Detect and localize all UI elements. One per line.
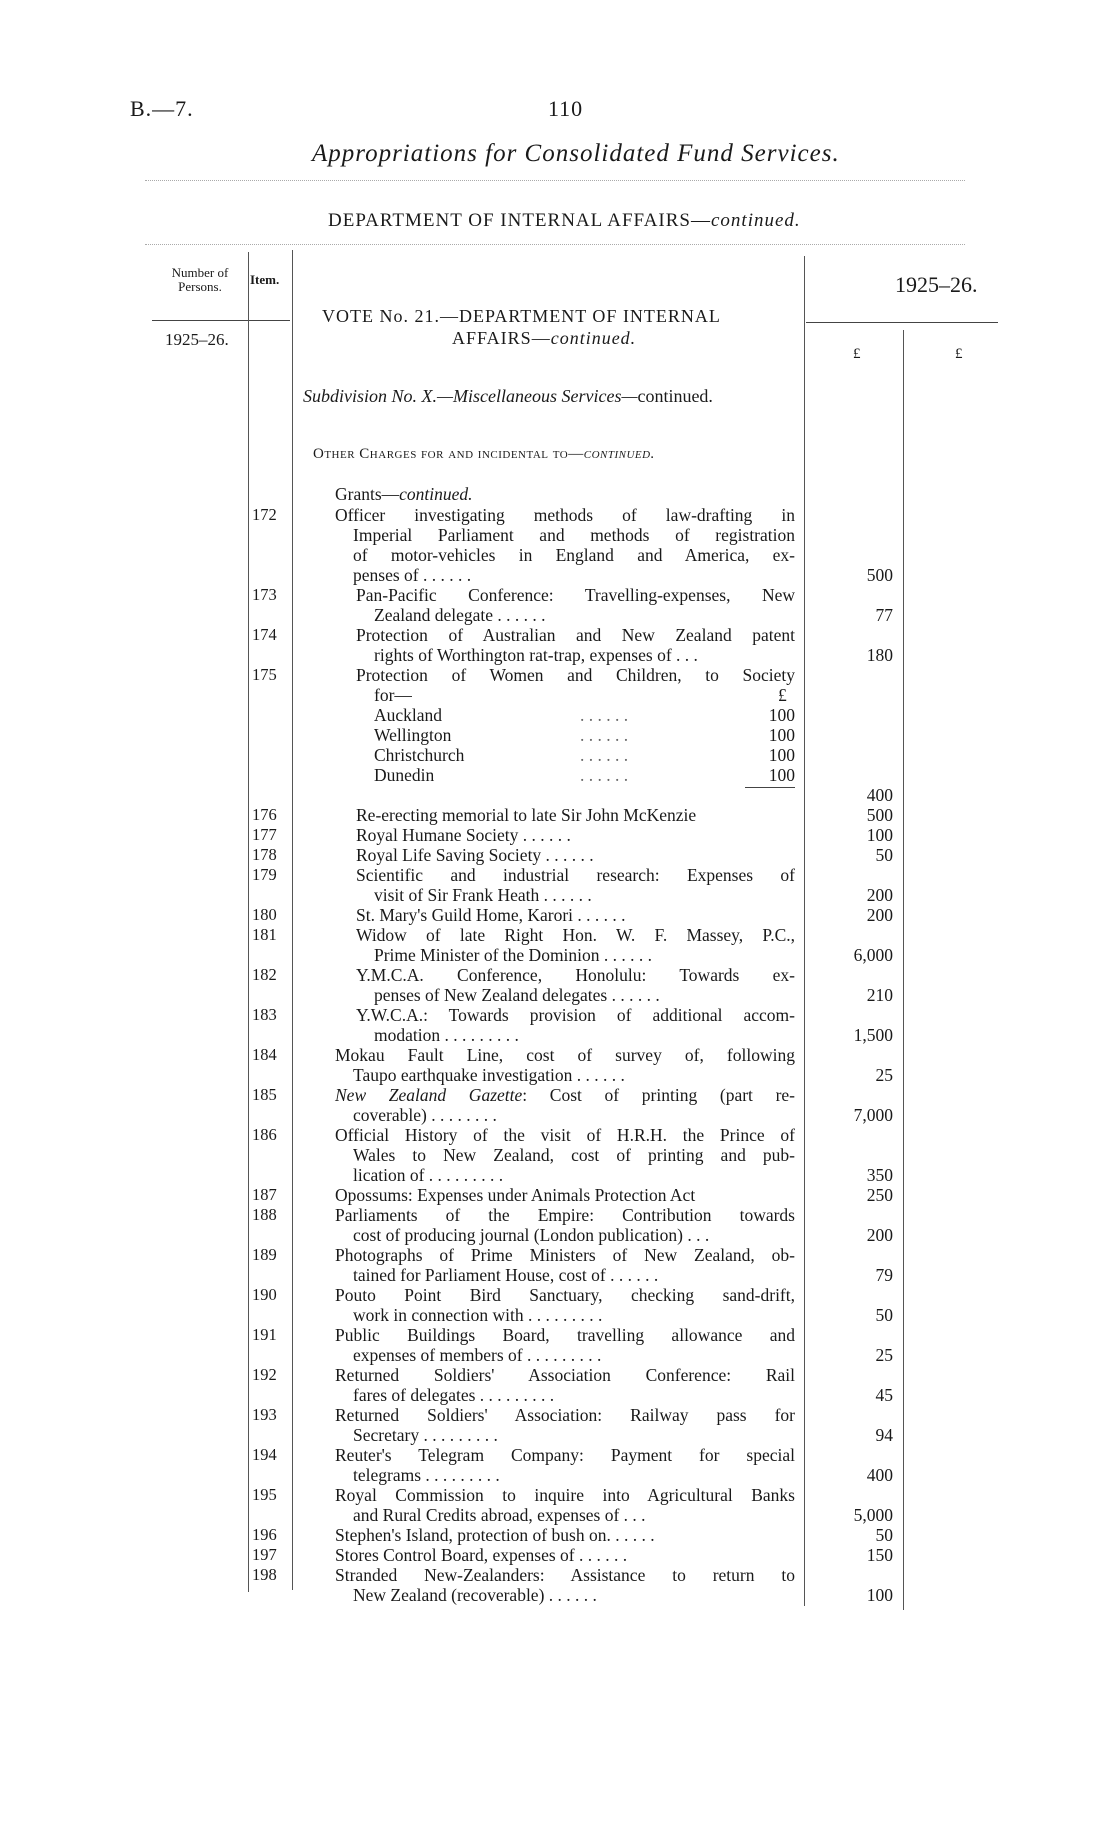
entry-line: Parliaments of the Empire: Contribution towards <box>335 1205 795 1225</box>
amount-heading-rule <box>806 322 998 323</box>
item-number: 188 <box>252 1205 277 1224</box>
series-code: B.—7. <box>130 96 194 121</box>
entry-line: for— <box>374 685 412 705</box>
item-number: 190 <box>252 1285 277 1304</box>
society-pound-sign: £ <box>778 685 787 705</box>
entry-line: lication of . . . . . . . . . <box>353 1165 504 1185</box>
society-branch-name: Wellington <box>374 725 452 745</box>
entry-line: and Rural Credits abroad, expenses of . . . <box>353 1505 646 1525</box>
society-branch-name: Auckland <box>374 705 443 725</box>
item-number: 194 <box>252 1445 277 1464</box>
entry-amount: 50 <box>875 845 893 865</box>
entry-amount: 500 <box>866 805 893 825</box>
society-branch-leader: . . . . . . <box>580 765 629 785</box>
entry-line: of motor-vehicles in England and America, ex- <box>353 545 795 565</box>
item-number: 173 <box>252 585 277 604</box>
entry-amount: 250 <box>866 1185 893 1205</box>
item-number: 189 <box>252 1245 277 1264</box>
entry-line: Royal Commission to inquire into Agricultural Banks <box>335 1485 795 1505</box>
item-text-divider <box>292 250 293 1590</box>
entry-line: Officer investigating methods of law-drafting in <box>335 505 795 525</box>
entry-amount: 180 <box>866 645 893 665</box>
persons-heading-rule <box>152 320 290 321</box>
entry-line: Royal Life Saving Society . . . . . . <box>356 845 594 865</box>
entry-line: Opossums: Expenses under Animals Protection Act <box>335 1185 696 1205</box>
entry-amount: 200 <box>866 1225 893 1245</box>
entry-amount: 500 <box>866 565 893 585</box>
item-column-heading: Item. <box>250 272 280 287</box>
entry-line: expenses of members of . . . . . . . . . <box>353 1345 602 1365</box>
entry-line: Y.W.C.A.: Towards provision of additional accom- <box>356 1005 795 1025</box>
society-total-rule <box>745 787 795 788</box>
entry-amount: 150 <box>866 1545 893 1565</box>
entry-amount: 79 <box>875 1265 893 1285</box>
entry-amount: 50 <box>875 1305 893 1325</box>
entry-line: Pouto Point Bird Sanctuary, checking sand-drift, <box>335 1285 795 1305</box>
entry-amount: 6,000 <box>853 945 893 965</box>
year-heading-left: 1925–26. <box>165 330 229 349</box>
society-branch-leader: . . . . . . <box>580 745 629 765</box>
entry-amount: 50 <box>875 1525 893 1545</box>
entry-line: Royal Humane Society . . . . . . <box>356 825 571 845</box>
item-number: 196 <box>252 1525 277 1544</box>
entry-line: Mokau Fault Line, cost of survey of, following <box>335 1045 795 1065</box>
entry-line: penses of . . . . . . <box>353 565 472 585</box>
entry-line: Stranded New-Zealanders: Assistance to return to <box>335 1565 795 1585</box>
entry-line: coverable) . . . . . . . . <box>353 1105 497 1125</box>
entry-line: Secretary . . . . . . . . . <box>353 1425 498 1445</box>
department-heading: DEPARTMENT OF INTERNAL AFFAIRS—continued. <box>328 210 801 231</box>
entry-amount: 400 <box>866 1465 893 1485</box>
entry-line: visit of Sir Frank Heath . . . . . . <box>374 885 592 905</box>
item-number: 178 <box>252 845 277 864</box>
entry-amount: 100 <box>866 1585 893 1605</box>
entry-line: work in connection with . . . . . . . . . <box>353 1305 603 1325</box>
entry-line: Protection of Women and Children, to Society <box>356 665 795 685</box>
grants-heading: Grants—continued. <box>335 484 473 504</box>
entry-amount: 200 <box>866 885 893 905</box>
entry-line: Re-erecting memorial to late Sir John McKenzie <box>356 805 697 825</box>
item-number: 182 <box>252 965 277 984</box>
entry-amount: 350 <box>866 1165 893 1185</box>
entry-line: Widow of late Right Hon. W. F. Massey, P.C., <box>356 925 795 945</box>
entry-amount: 25 <box>875 1345 893 1365</box>
entry-amount: 77 <box>875 605 893 625</box>
society-branch-amount: 100 <box>768 705 795 725</box>
society-branch-amount: 100 <box>768 725 795 745</box>
item-number: 181 <box>252 925 277 944</box>
society-branch-amount: 100 <box>768 765 795 785</box>
entry-line: New Zealand Gazette: Cost of printing (part re- <box>335 1085 795 1105</box>
entry-amount: 400 <box>866 785 893 805</box>
item-number: 172 <box>252 505 277 524</box>
entry-amount: 45 <box>875 1385 893 1405</box>
society-branch-amount: 100 <box>768 745 795 765</box>
entry-line: fares of delegates . . . . . . . . . <box>353 1385 555 1405</box>
item-number: 175 <box>252 665 277 684</box>
entry-line: Stephen's Island, protection of bush on. . . . . . <box>335 1525 655 1545</box>
entry-line: Wales to New Zealand, cost of printing and pub- <box>353 1145 795 1165</box>
society-branch-leader: . . . . . . <box>580 705 629 725</box>
item-number: 192 <box>252 1365 277 1384</box>
persons-item-divider <box>248 252 249 1592</box>
entry-line: Public Buildings Board, travelling allowance and <box>335 1325 795 1345</box>
item-number: 183 <box>252 1005 277 1024</box>
title-rule <box>145 180 965 181</box>
entry-line: Prime Minister of the Dominion . . . . . . <box>374 945 653 965</box>
item-number: 187 <box>252 1185 277 1204</box>
entry-line: Stores Control Board, expenses of . . . . . . <box>335 1545 628 1565</box>
item-number: 193 <box>252 1405 277 1424</box>
item-number: 179 <box>252 865 277 884</box>
entry-line: modation . . . . . . . . . <box>374 1025 519 1045</box>
entry-amount: 7,000 <box>853 1105 893 1125</box>
page-number: 110 <box>548 96 584 121</box>
item-number: 191 <box>252 1325 277 1344</box>
entry-line: penses of New Zealand delegates . . . . . . <box>374 985 660 1005</box>
entry-line: Scientific and industrial research: Expenses of <box>356 865 795 885</box>
pound-column-1: £ <box>853 346 861 362</box>
page-title: Appropriations for Consolidated Fund Services. <box>312 140 840 167</box>
persons-column-heading: Number of Persons. <box>171 265 229 294</box>
entry-line: Zealand delegate . . . . . . <box>374 605 546 625</box>
entry-line: St. Mary's Guild Home, Karori . . . . . . <box>356 905 626 925</box>
pound-column-2: £ <box>955 346 963 362</box>
item-number: 185 <box>252 1085 277 1104</box>
subdivision-heading: Subdivision No. X.—Miscellaneous Services—continued. <box>303 386 713 406</box>
item-number: 186 <box>252 1125 277 1144</box>
entry-amount: 5,000 <box>853 1505 893 1525</box>
entry-line: Official History of the visit of H.R.H. the Prince of <box>335 1125 795 1145</box>
item-number: 174 <box>252 625 277 644</box>
entry-line: Reuter's Telegram Company: Payment for special <box>335 1445 795 1465</box>
entry-line: Taupo earthquake investigation . . . . . . <box>353 1065 625 1085</box>
entry-amount: 25 <box>875 1065 893 1085</box>
entry-line: Pan-Pacific Conference: Travelling-expenses, New <box>356 585 795 605</box>
item-number: 198 <box>252 1565 277 1584</box>
entry-amount: 210 <box>866 985 893 1005</box>
entry-line: rights of Worthington rat-trap, expenses of . . . <box>374 645 698 665</box>
item-number: 184 <box>252 1045 277 1064</box>
entry-line: Imperial Parliament and methods of registration <box>353 525 795 545</box>
society-branch-leader: . . . . . . <box>580 725 629 745</box>
entry-amount: 1,500 <box>853 1025 893 1045</box>
entry-line: tained for Parliament House, cost of . . . . . . <box>353 1265 659 1285</box>
item-number: 177 <box>252 825 277 844</box>
entry-amount: 94 <box>875 1425 893 1445</box>
society-branch-name: Christchurch <box>374 745 465 765</box>
other-charges-heading: Other Charges for and incidental to—continued. <box>313 446 655 462</box>
entry-line: Protection of Australian and New Zealand patent <box>356 625 795 645</box>
entry-amount: 100 <box>866 825 893 845</box>
entry-line: Y.M.C.A. Conference, Honolulu: Towards ex- <box>356 965 795 985</box>
item-number: 176 <box>252 805 277 824</box>
entry-line: telegrams . . . . . . . . . <box>353 1465 500 1485</box>
year-heading-right: 1925–26. <box>895 272 978 297</box>
vote-heading-line2: AFFAIRS—continued. <box>452 328 637 348</box>
item-number: 197 <box>252 1545 277 1564</box>
item-number: 195 <box>252 1485 277 1504</box>
entry-line: Returned Soldiers' Association: Railway pass for <box>335 1405 795 1425</box>
vote-heading-line1: VOTE No. 21.—DEPARTMENT OF INTERNAL <box>322 306 721 326</box>
department-rule <box>145 244 965 245</box>
item-number: 180 <box>252 905 277 924</box>
society-branch-name: Dunedin <box>374 765 435 785</box>
entry-line: Returned Soldiers' Association Conference: Rail <box>335 1365 795 1385</box>
entry-line: cost of producing journal (London publication) . . . <box>353 1225 710 1245</box>
entry-line: Photographs of Prime Ministers of New Zealand, ob- <box>335 1245 795 1265</box>
entry-line: New Zealand (recoverable) . . . . . . <box>353 1585 597 1605</box>
amount-columns-divider <box>903 330 904 1610</box>
entry-amount: 200 <box>866 905 893 925</box>
